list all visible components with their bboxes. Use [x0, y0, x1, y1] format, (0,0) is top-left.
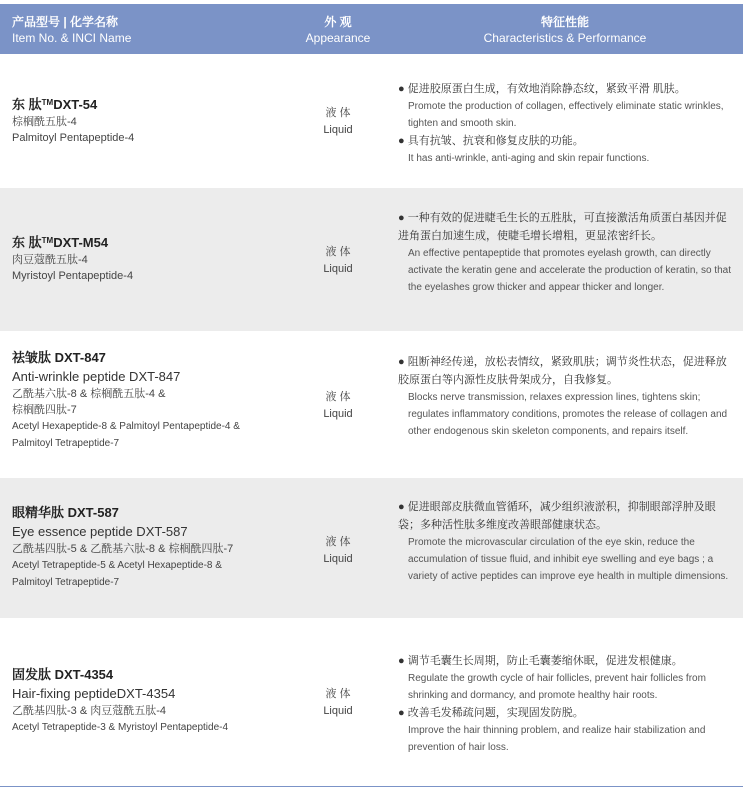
item-cell: [12, 234, 133, 284]
inci-zh: 棕榈酰四肽-7: [12, 404, 77, 416]
table-header: [0, 4, 743, 54]
inci-zh: 乙酰基六肽-8 & 棕榈酰五肽-4 &: [12, 388, 166, 400]
inci-en: Palmitoyl Tetrapeptide-7: [12, 438, 120, 449]
inci-en: Palmitoyl Tetrapeptide-7: [12, 577, 120, 588]
item-cell: [12, 504, 233, 591]
table-row: [0, 54, 743, 188]
header-performance-column: [440, 14, 690, 46]
item-cell: [12, 666, 228, 736]
inci-en: Acetyl Hexapeptide-8 & Palmitoyl Pentapeptide-4 &: [12, 421, 240, 432]
performance-en: Promote the production of collagen, effectively eliminate static wrinkles, tighten and smooth skin.: [408, 101, 724, 129]
product-name-en: Anti-wrinkle peptide DXT-847: [12, 369, 181, 384]
appearance-en: Liquid: [323, 408, 353, 420]
performance-en: Improve the hair thinning problem, and realize hair stabilization and prevention of hair loss.: [408, 725, 706, 753]
header-performance-en: Characteristics & Performance: [483, 31, 647, 45]
header-item-column: [12, 14, 131, 46]
performance-en: An effective pentapeptide that promotes eyelash growth, can directly activate the keratin gene and accelerate the production of keratin, so that the eyelashes grow thicker and appear thicker and longer.: [408, 248, 731, 293]
product-title: 东 肽™DXT-M54: [12, 235, 109, 250]
product-name-en: Eye essence peptide DXT-587: [12, 524, 188, 539]
appearance-zh: 液 体: [325, 391, 351, 403]
appearance-en: Liquid: [323, 553, 353, 565]
table-row: [0, 331, 743, 478]
product-title: 祛皱肽 DXT-847: [12, 350, 106, 365]
header-item-en: Item No. & INCI Name: [12, 31, 132, 45]
item-cell: [12, 96, 134, 146]
product-title: 眼精华肽 DXT-587: [12, 505, 119, 520]
appearance-en: Liquid: [323, 705, 353, 717]
appearance-en: Liquid: [323, 124, 353, 136]
performance-zh: ● 改善毛发稀疏问题，实现固发防脱。: [398, 707, 584, 719]
appearance-zh: 液 体: [325, 107, 351, 119]
inci-en: Palmitoyl Pentapeptide-4: [12, 132, 135, 144]
header-performance-zh: 特征性能: [540, 15, 589, 29]
product-title: 东 肽™DXT-54: [12, 97, 98, 112]
header-appearance-en: Appearance: [305, 31, 371, 45]
inci-en: Acetyl Tetrapeptide-5 & Acetyl Hexapeptide-8 &: [12, 560, 222, 571]
performance-zh: ● 一种有效的促进睫毛生长的五胜肽，可直接激活角质蛋白基因并促进角蛋白加速生成，使睫毛增长增粗，更显浓密纤长。: [398, 212, 727, 242]
table-row: [0, 618, 743, 787]
performance-cell: [398, 209, 732, 296]
product-title: 固发肽 DXT-4354: [12, 667, 114, 682]
product-name-en: Hair-fixing peptideDXT-4354: [12, 686, 176, 701]
performance-en: Regulate the growth cycle of hair follicles, prevent hair follicles from shrinking and dormancy, and promote healthy hair roots.: [408, 673, 706, 701]
appearance-cell: [300, 244, 376, 278]
inci-zh: 乙酰基四肽-3 & 肉豆蔻酰五肽-4: [12, 705, 167, 717]
header-item-zh: 产品型号 | 化学名称: [12, 15, 119, 29]
appearance-en: Liquid: [323, 263, 353, 275]
appearance-cell: [300, 389, 376, 423]
inci-en: Myristoyl Pentapeptide-4: [12, 270, 134, 282]
header-appearance-column: [280, 14, 396, 46]
appearance-zh: 液 体: [325, 536, 351, 548]
inci-en: Acetyl Tetrapeptide-3 & Myristoyl Pentapeptide-4: [12, 722, 229, 733]
appearance-cell: [300, 534, 376, 568]
performance-en: Blocks nerve transmission, relaxes expression lines, tightens skin; regulates inflammatory conditions, promotes the release of collagen and other endogenous skin skeleton components, and repairs itself.: [408, 392, 728, 437]
table-row: [0, 188, 743, 331]
appearance-cell: [300, 686, 376, 720]
table-row: [0, 478, 743, 618]
inci-zh: 肉豆蔻酰五肽-4: [12, 254, 88, 266]
appearance-zh: 液 体: [325, 246, 351, 258]
performance-cell: [398, 652, 732, 756]
inci-zh: 乙酰基四肽-5 & 乙酰基六肽-8 & 棕榈酰四肽-7: [12, 543, 234, 555]
appearance-cell: [300, 105, 376, 139]
performance-cell: [398, 353, 732, 440]
inci-zh: 棕榈酰五肽-4: [12, 116, 77, 128]
performance-en: It has anti-wrinkle, anti-aging and skin repair functions.: [408, 153, 650, 164]
performance-zh: ● 促进胶原蛋白生成，有效地消除静态纹，紧致平滑 肌肤。: [398, 83, 686, 95]
item-cell: [12, 349, 240, 452]
appearance-zh: 液 体: [325, 688, 351, 700]
header-appearance-zh: 外 观: [324, 15, 352, 29]
performance-zh: ● 阻断神经传递，放松表情纹，紧致肌肤；调节炎性状态，促进释放胶原蛋白等内源性皮肤骨架成分，自我修复。: [398, 356, 727, 386]
performance-cell: [398, 80, 732, 167]
performance-zh: ● 促进眼部皮肤微血管循环，减少组织液淤积，抑制眼部浮肿及眼袋；多种活性肽多维度改善眼部健康状态。: [398, 501, 716, 531]
performance-zh: ● 具有抗皱、抗衰和修复皮肤的功能。: [398, 135, 584, 147]
performance-cell: [398, 498, 732, 585]
performance-zh: ● 调节毛囊生长周期，防止毛囊萎缩休眠，促进发根健康。: [398, 655, 683, 667]
performance-en: Promote the microvascular circulation of the eye skin, reduce the accumulation of tissue fluid, and inhibit eye swelling and eye bags ; a variety of active peptides can improve eye health in multiple dimensions.: [408, 537, 729, 582]
